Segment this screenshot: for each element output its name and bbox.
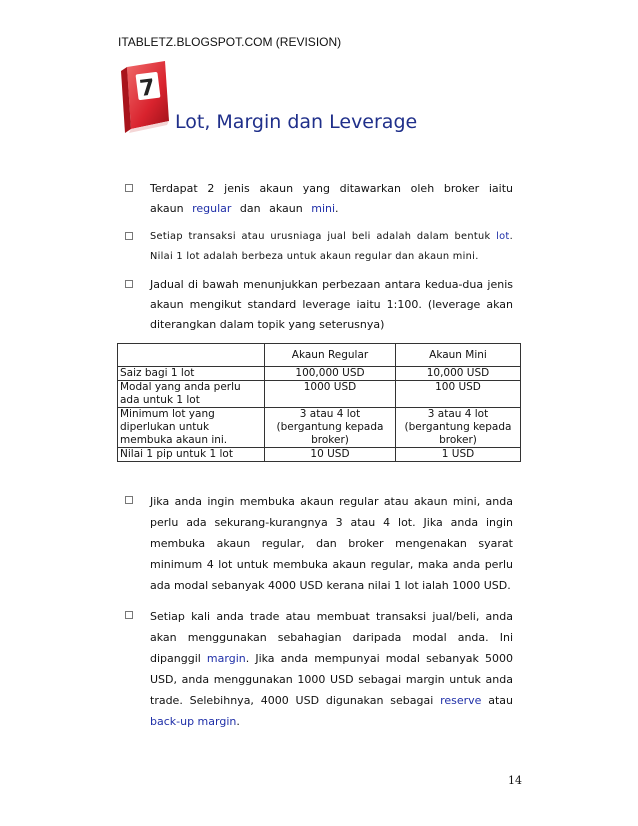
table-cell: 100 USD [396,381,521,408]
bullet-box-icon [125,184,133,192]
bullet-box-icon [125,280,133,288]
table-cell: 100,000 USD [265,367,396,381]
bullet-box-icon [125,232,133,240]
account-comparison-table [117,343,521,462]
bullet-text: Setiap transaksi atau urusniaga jual beli adalah dalam bentuk lot. Nilai 1 lot adalah berbeza untuk akaun regular dan akaun mini. [150,231,513,262]
intro-bullet-list [125,179,513,343]
chapter-number: 7 [138,75,157,102]
bullet-text: Jadual di bawah menunjukkan perbezaan antara kedua-dua jenis akaun mengikut standard leverage iaitu 1:100. (leverage akan diterangkan dalam topik yang seterusnya) [150,278,513,331]
table-header-cell [118,344,265,367]
page-header: ITABLETZ.BLOGSPOT.COM (REVISION) [118,35,342,49]
list-item [125,606,513,732]
table-cell: 3 atau 4 lot (bergantung kepada broker) [396,408,521,448]
table-cell: 10 USD [265,448,396,462]
red-book-icon [117,59,177,135]
table-row [118,381,521,408]
list-item [125,227,513,267]
table-row [118,448,521,462]
table-header-cell: Akaun Regular [265,344,396,367]
table-row [118,367,521,381]
table-header-cell: Akaun Mini [396,344,521,367]
table-cell: Minimum lot yang diperlukan untuk membuka akaun ini. [118,408,265,448]
table-header-row [118,344,521,367]
table-row [118,408,521,448]
bullet-box-icon [125,611,133,619]
chapter-title: Lot, Margin dan Leverage [175,111,418,133]
bullet-text: Jika anda ingin membuka akaun regular atau akaun mini, anda perlu ada sekurang-kurangnya 3 atau 4 lot. Jika anda ingin membuka akaun regular, dan broker mengenakan syarat minimum 4 lot untuk membuka akaun regular, maka anda perlu ada modal sebanyak 4000 USD kerana nilai 1 lot ialah 1000 USD. [150,495,513,592]
page-number: 14 [508,774,522,787]
bullet-text: Setiap kali anda trade atau membuat transaksi jual/beli, anda akan menggunakan sebahagian daripada modal anda. Ini dipanggil margin. Jika anda mempunyai modal sebanyak 5000 USD, anda menggunakan 1000 USD sebagai margin untuk anda trade. Selebihnya, 4000 USD digunakan sebagai reserve atau back-up margin. [150,610,513,728]
list-item [125,491,513,596]
table-cell: Nilai 1 pip untuk 1 lot [118,448,265,462]
table-cell: 3 atau 4 lot (bergantung kepada broker) [265,408,396,448]
bullet-text: Terdapat 2 jenis akaun yang ditawarkan oleh broker iaitu akaun regular dan akaun mini. [150,182,513,215]
table-cell: Saiz bagi 1 lot [118,367,265,381]
details-bullet-list [125,491,513,740]
table-cell: 1000 USD [265,381,396,408]
bullet-box-icon [125,496,133,504]
table-cell: 1 USD [396,448,521,462]
table-cell: Modal yang anda perlu ada untuk 1 lot [118,381,265,408]
table-cell: 10,000 USD [396,367,521,381]
list-item [125,179,513,219]
list-item [125,275,513,335]
